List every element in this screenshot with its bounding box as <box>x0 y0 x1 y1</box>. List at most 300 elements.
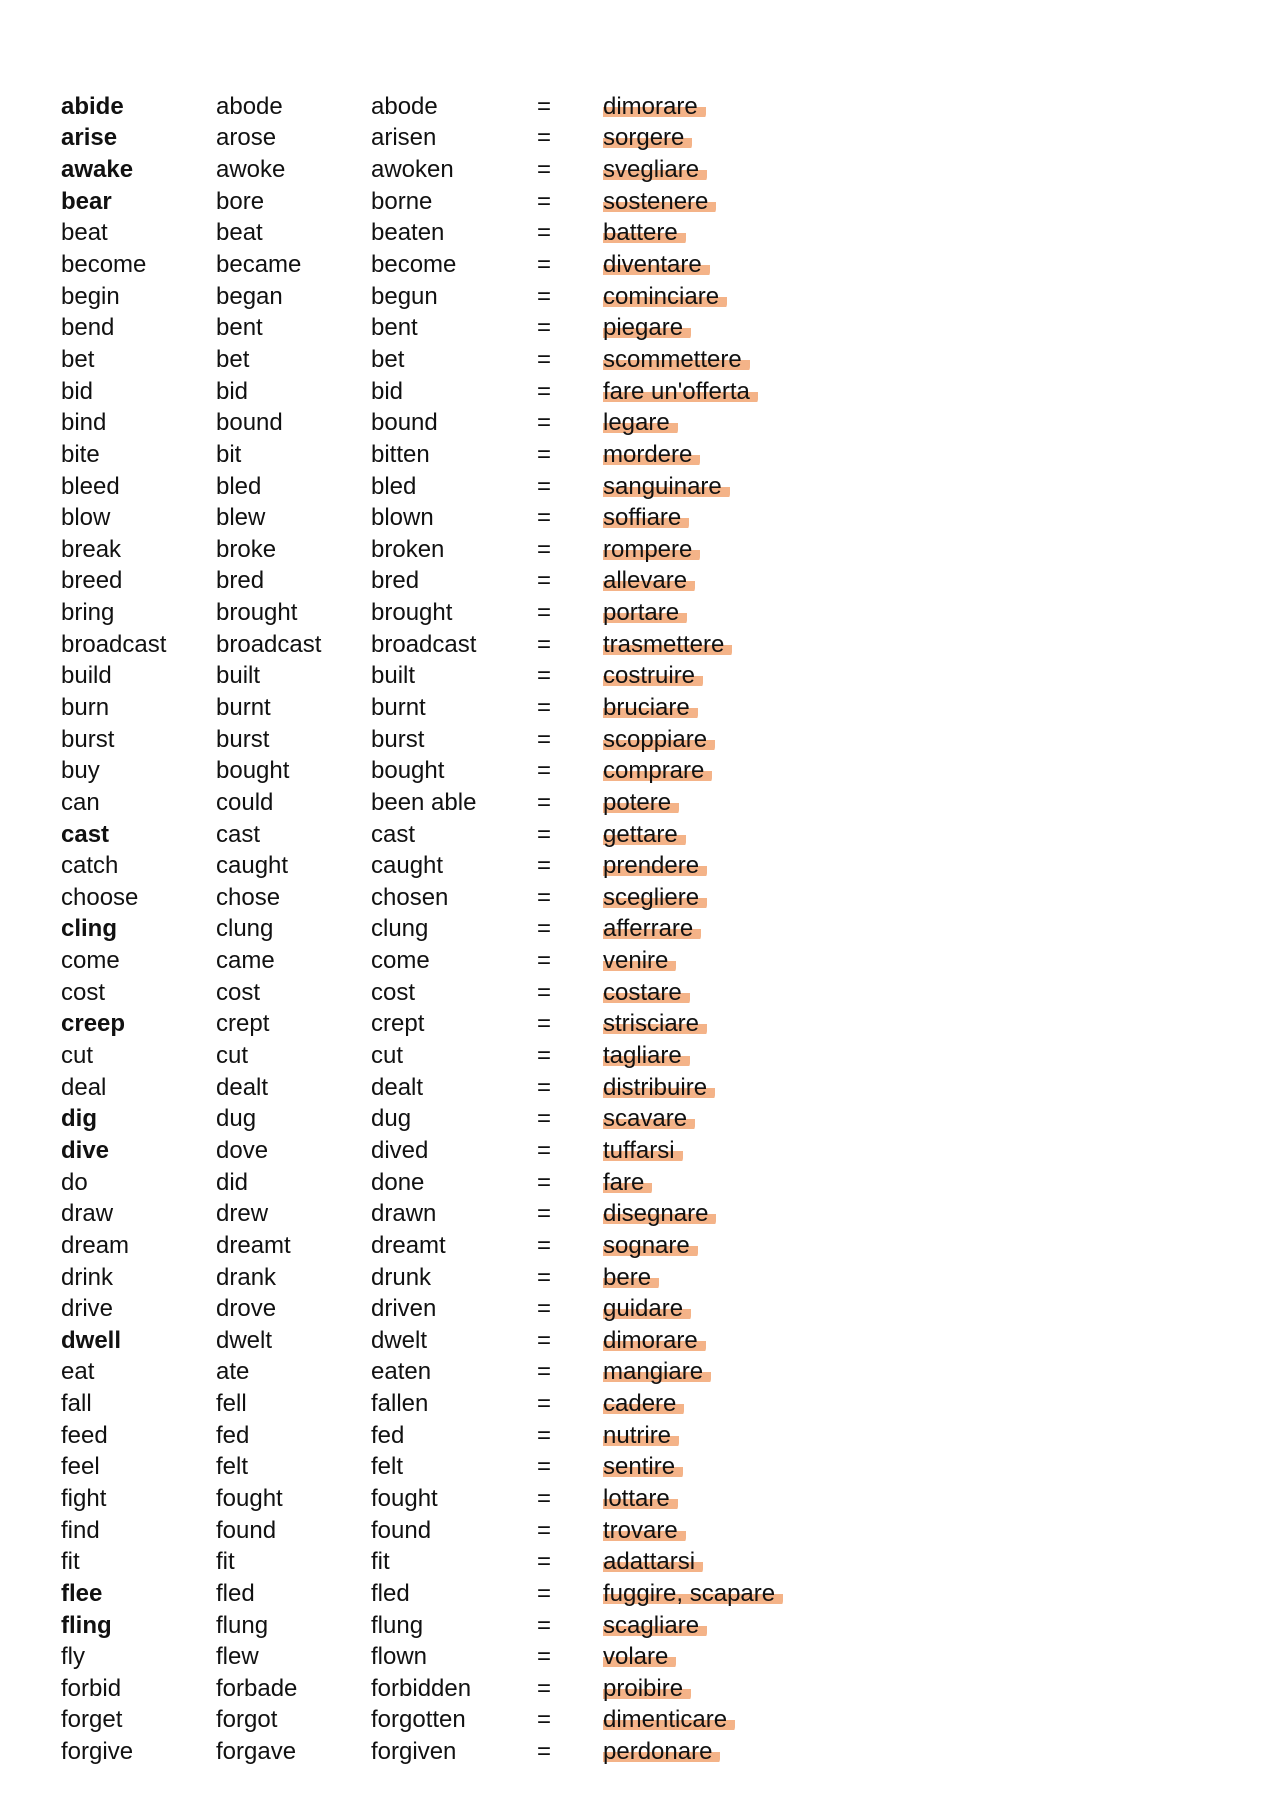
verb-translation <box>603 1168 861 1196</box>
verb-past-simple: clung <box>216 915 274 943</box>
verb-past-simple: fled <box>216 1579 255 1607</box>
verb-past-participle: felt <box>371 1453 404 1481</box>
translation-highlight: costruire <box>603 662 703 689</box>
verb-past-simple: dug <box>216 1105 257 1133</box>
verb-translation <box>603 440 861 468</box>
equals-sign: = <box>537 852 552 880</box>
verb-past-simple: dealt <box>216 1073 269 1101</box>
verb-past-participle: cut <box>371 1042 404 1070</box>
verb-base-form: forgive <box>61 1738 134 1766</box>
translation-highlight: adattarsi <box>603 1548 703 1575</box>
translation-highlight: venire <box>603 947 676 974</box>
translation-highlight: cadere <box>603 1390 684 1417</box>
translation-highlight: tagliare <box>603 1042 690 1069</box>
equals-sign: = <box>537 725 552 753</box>
verb-row <box>61 850 861 882</box>
verb-base-form: bend <box>61 314 115 342</box>
equals-sign: = <box>537 156 552 184</box>
equals-sign: = <box>537 1042 552 1070</box>
verb-past-simple: fell <box>216 1390 247 1418</box>
verb-past-simple: crept <box>216 1010 270 1038</box>
verb-base-form: fall <box>61 1390 92 1418</box>
verb-past-simple: brought <box>216 599 298 627</box>
verb-past-simple: arose <box>216 124 277 152</box>
verb-row <box>61 914 861 946</box>
verb-past-simple: felt <box>216 1453 249 1481</box>
equals-sign: = <box>537 1548 552 1576</box>
translation-highlight: guidare <box>603 1295 691 1322</box>
verb-base-form: breed <box>61 567 123 595</box>
verb-row <box>61 1325 861 1357</box>
verb-translation <box>603 664 861 688</box>
verb-base-form: build <box>61 662 112 690</box>
translation-highlight: portare <box>603 599 687 626</box>
translation-highlight: proibire <box>603 1675 691 1702</box>
verb-translation <box>603 316 861 340</box>
verb-row <box>61 344 861 376</box>
equals-sign: = <box>537 472 552 500</box>
verb-row <box>61 1262 861 1294</box>
verb-row <box>61 1167 861 1199</box>
verb-past-participle: come <box>371 947 430 975</box>
equals-sign: = <box>537 535 552 563</box>
translation-highlight: bruciare <box>603 694 698 721</box>
verb-base-form: feel <box>61 1453 100 1481</box>
translation-highlight: nutrire <box>603 1422 679 1449</box>
verb-base-form: begin <box>61 282 120 310</box>
verb-row <box>61 407 861 439</box>
verb-past-participle: become <box>371 251 457 279</box>
verb-past-participle: clung <box>371 915 429 943</box>
verb-translation <box>603 253 861 277</box>
verb-past-simple: dreamt <box>216 1231 291 1259</box>
equals-sign: = <box>537 693 552 721</box>
verb-past-participle: eaten <box>371 1358 432 1386</box>
verb-past-simple: ate <box>216 1358 250 1386</box>
verb-row <box>61 312 861 344</box>
verb-row <box>61 1610 861 1642</box>
verb-base-form: choose <box>61 883 139 911</box>
verb-past-participle: caught <box>371 852 444 880</box>
translation-highlight: sentire <box>603 1453 683 1480</box>
verb-row <box>61 249 861 281</box>
verb-base-form: cut <box>61 1042 94 1070</box>
verb-translation <box>603 1326 861 1354</box>
verb-row <box>61 1072 861 1104</box>
verb-translation <box>603 1297 861 1321</box>
verb-past-participle: crept <box>371 1010 425 1038</box>
verb-base-form: feed <box>61 1421 108 1449</box>
verb-base-form: flee <box>61 1579 103 1607</box>
verb-past-simple: bought <box>216 757 290 785</box>
verb-row <box>61 597 861 629</box>
verb-base-form: bind <box>61 409 107 437</box>
translation-highlight: comprare <box>603 757 712 784</box>
verb-row <box>61 534 861 566</box>
verb-base-form: fly <box>61 1643 85 1671</box>
verb-base-form: blow <box>61 504 111 532</box>
verb-past-simple: bit <box>216 440 242 468</box>
verb-base-form: catch <box>61 852 119 880</box>
translation-highlight: rompere <box>603 536 700 563</box>
verb-row <box>61 1198 861 1230</box>
verb-past-simple: bled <box>216 472 262 500</box>
verb-row <box>61 502 861 534</box>
translation-highlight: afferrare <box>603 915 701 942</box>
verb-row <box>61 471 861 503</box>
verb-past-participle: forgiven <box>371 1738 457 1766</box>
verb-past-simple: built <box>216 662 261 690</box>
verb-translation <box>603 126 861 150</box>
equals-sign: = <box>537 1358 552 1386</box>
verb-translation <box>603 1674 861 1702</box>
verb-base-form: cast <box>61 820 110 848</box>
verb-past-simple: broke <box>216 535 277 563</box>
translation-highlight: fare <box>603 1169 652 1196</box>
equals-sign: = <box>537 251 552 279</box>
equals-sign: = <box>537 92 552 120</box>
verb-base-form: creep <box>61 1010 126 1038</box>
translation-highlight: scommettere <box>603 346 750 373</box>
translation-highlight: fuggire, scapare <box>603 1580 783 1607</box>
verb-past-participle: cast <box>371 820 416 848</box>
verb-row <box>61 755 861 787</box>
verb-past-participle: fought <box>371 1485 438 1512</box>
translation-highlight: sanguinare <box>603 473 730 500</box>
verb-past-simple: bound <box>216 409 283 437</box>
verb-translation <box>603 1645 861 1669</box>
verb-past-participle: forgotten <box>371 1706 466 1734</box>
verb-base-form: dream <box>61 1231 130 1259</box>
equals-sign: = <box>537 1136 552 1164</box>
equals-sign: = <box>537 1168 552 1196</box>
equals-sign: = <box>537 1738 552 1766</box>
verb-past-participle: arisen <box>371 124 437 152</box>
verb-past-participle: broadcast <box>371 630 477 658</box>
equals-sign: = <box>537 1706 552 1734</box>
verb-past-simple: flew <box>216 1643 259 1671</box>
verb-translation <box>603 1263 861 1291</box>
verb-past-participle: dealt <box>371 1073 424 1101</box>
verb-base-form: buy <box>61 757 100 785</box>
verb-base-form: broadcast <box>61 630 167 658</box>
verb-row <box>61 91 861 123</box>
translation-highlight: cominciare <box>603 283 727 310</box>
verb-past-participle: begun <box>371 282 438 310</box>
equals-sign: = <box>537 1073 552 1101</box>
translation-highlight: diventare <box>603 251 710 278</box>
verb-past-participle: blown <box>371 504 434 532</box>
verb-past-simple: bore <box>216 187 265 215</box>
translation-highlight: scegliere <box>603 884 707 911</box>
equals-sign: = <box>537 187 552 215</box>
verb-past-simple: bet <box>216 345 250 373</box>
translation-highlight: sorgere <box>603 124 692 151</box>
equals-sign: = <box>537 978 552 1006</box>
verb-past-participle: dwelt <box>371 1326 428 1354</box>
verb-translation <box>603 1421 861 1449</box>
equals-sign: = <box>537 630 552 658</box>
verb-base-form: find <box>61 1516 100 1544</box>
equals-sign: = <box>537 947 552 975</box>
verb-row <box>61 566 861 598</box>
verb-past-participle: bitten <box>371 440 430 468</box>
verb-base-form: bleed <box>61 472 120 500</box>
verb-past-simple: caught <box>216 852 289 880</box>
equals-sign: = <box>537 1674 552 1702</box>
verb-base-form: drink <box>61 1263 114 1291</box>
verb-past-simple: burst <box>216 725 270 753</box>
verb-past-participle: bound <box>371 409 438 437</box>
verb-translation <box>603 883 861 911</box>
translation-highlight: dimenticare <box>603 1706 735 1733</box>
verb-row <box>61 1452 861 1484</box>
verb-past-participle: drawn <box>371 1200 437 1228</box>
equals-sign: = <box>537 1611 552 1639</box>
verb-translation <box>603 569 861 593</box>
verb-past-simple: chose <box>216 883 281 911</box>
verb-past-participle: awoken <box>371 156 454 184</box>
verb-base-form: draw <box>61 1200 114 1228</box>
verb-translation <box>603 1360 861 1384</box>
verb-translation <box>603 788 861 816</box>
translation-highlight: mangiare <box>603 1358 711 1385</box>
verb-past-participle: done <box>371 1168 425 1196</box>
verb-base-form: awake <box>61 156 134 184</box>
verb-base-form: come <box>61 947 120 975</box>
verb-past-simple: cut <box>216 1042 249 1070</box>
verb-past-simple: drank <box>216 1263 277 1291</box>
verb-translation <box>603 725 861 753</box>
verb-base-form: bid <box>61 377 94 405</box>
verb-past-simple: broadcast <box>216 630 322 658</box>
verb-past-participle: burnt <box>371 693 426 721</box>
translation-highlight: trovare <box>603 1517 686 1544</box>
translation-highlight: costare <box>603 979 690 1006</box>
verb-past-simple: fed <box>216 1421 250 1449</box>
verb-translation <box>603 978 861 1006</box>
verb-past-participle: bred <box>371 567 420 595</box>
equals-sign: = <box>537 1326 552 1354</box>
verb-translation <box>603 1107 861 1131</box>
verb-row <box>61 1040 861 1072</box>
verb-past-simple: began <box>216 282 283 310</box>
verb-row <box>61 1357 861 1389</box>
verb-row <box>61 218 861 250</box>
translation-highlight: allevare <box>603 567 695 594</box>
translation-highlight: bere <box>603 1264 659 1291</box>
verb-translation <box>603 535 861 563</box>
verb-base-form: bite <box>61 440 100 468</box>
equals-sign: = <box>537 440 552 468</box>
equals-sign: = <box>537 788 552 816</box>
verb-past-participle: fit <box>371 1548 390 1576</box>
verb-past-participle: flown <box>371 1643 428 1671</box>
translation-highlight: perdonare <box>603 1738 720 1765</box>
verb-row <box>61 629 861 661</box>
translation-highlight: strisciare <box>603 1010 707 1037</box>
translation-highlight: mordere <box>603 441 700 468</box>
verb-base-form: forget <box>61 1706 123 1734</box>
verb-base-form: drive <box>61 1295 114 1323</box>
verb-past-participle: found <box>371 1516 432 1544</box>
verb-row <box>61 439 861 471</box>
translation-highlight: distribuire <box>603 1074 715 1101</box>
translation-highlight: sostenere <box>603 188 716 215</box>
verb-translation <box>603 1487 861 1511</box>
equals-sign: = <box>537 1010 552 1038</box>
verb-base-form: bring <box>61 599 115 627</box>
equals-sign: = <box>537 1390 552 1418</box>
translation-highlight: scoppiare <box>603 726 715 753</box>
verb-row <box>61 1104 861 1136</box>
equals-sign: = <box>537 219 552 247</box>
verb-past-simple: cast <box>216 820 261 848</box>
equals-sign: = <box>537 1485 552 1512</box>
equals-sign: = <box>537 1421 552 1449</box>
verb-row <box>61 123 861 155</box>
verb-base-form: abide <box>61 92 124 120</box>
verb-base-form: do <box>61 1168 88 1196</box>
verb-past-simple: blew <box>216 504 266 532</box>
verb-translation <box>603 693 861 721</box>
verb-base-form: bear <box>61 187 112 215</box>
translation-highlight: sognare <box>603 1232 698 1259</box>
verb-row <box>61 882 861 914</box>
verb-row <box>61 1388 861 1420</box>
verb-past-simple: bent <box>216 314 263 342</box>
verb-translation <box>603 1136 861 1164</box>
verb-translation <box>603 411 861 435</box>
equals-sign: = <box>537 883 552 911</box>
verb-translation <box>603 917 861 941</box>
translation-highlight: gettare <box>603 821 686 848</box>
equals-sign: = <box>537 567 552 595</box>
verb-translation <box>603 221 861 245</box>
verb-translation <box>603 1550 861 1574</box>
verb-translation <box>603 1516 861 1544</box>
verb-translation <box>603 1455 861 1479</box>
verb-past-participle: bent <box>371 314 418 342</box>
translation-highlight: tuffarsi <box>603 1137 683 1164</box>
verb-translation <box>603 820 861 848</box>
verb-translation <box>603 472 861 500</box>
translation-highlight: trasmettere <box>603 631 732 658</box>
irregular-verbs-table <box>61 91 861 1768</box>
translation-highlight: volare <box>603 1643 676 1670</box>
verb-past-simple: dwelt <box>216 1326 273 1354</box>
verb-row <box>61 724 861 756</box>
verb-past-simple: drew <box>216 1200 269 1228</box>
verb-past-simple: came <box>216 947 275 975</box>
equals-sign: = <box>537 504 552 532</box>
translation-highlight: fare un'offerta <box>603 378 758 405</box>
verb-past-simple: fought <box>216 1485 283 1512</box>
verb-row <box>61 1515 861 1547</box>
verb-past-participle: drunk <box>371 1263 432 1291</box>
translation-highlight: disegnare <box>603 1200 716 1227</box>
equals-sign: = <box>537 1643 552 1671</box>
verb-base-form: burn <box>61 693 110 721</box>
verb-past-participle: cost <box>371 978 416 1006</box>
verb-past-simple: did <box>216 1168 249 1196</box>
equals-sign: = <box>537 345 552 373</box>
verb-row <box>61 376 861 408</box>
equals-sign: = <box>537 1263 552 1291</box>
equals-sign: = <box>537 820 552 848</box>
verb-past-participle: dived <box>371 1136 429 1164</box>
verb-row <box>61 1135 861 1167</box>
verb-past-participle: flung <box>371 1611 424 1639</box>
verb-past-simple: forgave <box>216 1738 297 1766</box>
verb-base-form: dive <box>61 1136 110 1164</box>
translation-highlight: dimorare <box>603 93 706 120</box>
equals-sign: = <box>537 314 552 342</box>
verb-translation <box>603 1579 861 1607</box>
verb-translation <box>603 1073 861 1101</box>
verb-row <box>61 661 861 693</box>
equals-sign: = <box>537 599 552 627</box>
verb-translation <box>603 1044 861 1068</box>
verb-row <box>61 154 861 186</box>
verb-past-participle: fled <box>371 1579 410 1607</box>
translation-highlight: svegliare <box>603 156 707 183</box>
verb-past-simple: bid <box>216 377 249 405</box>
verb-base-form: break <box>61 535 122 563</box>
verb-past-simple: fit <box>216 1548 235 1576</box>
verb-past-participle: bled <box>371 472 417 500</box>
verb-base-form: fit <box>61 1548 80 1576</box>
verb-translation <box>603 377 861 405</box>
verb-past-participle: broken <box>371 535 445 563</box>
verb-translation <box>603 1708 861 1732</box>
verb-past-participle: bid <box>371 377 404 405</box>
verb-translation <box>603 1231 861 1259</box>
verb-translation <box>603 1392 861 1416</box>
equals-sign: = <box>537 757 552 785</box>
equals-sign: = <box>537 1231 552 1259</box>
verb-base-form: burst <box>61 725 115 753</box>
verb-past-participle: been able <box>371 788 477 816</box>
verb-row <box>61 1230 861 1262</box>
equals-sign: = <box>537 124 552 152</box>
verb-past-participle: bet <box>371 345 405 373</box>
verb-translation <box>603 854 861 878</box>
verb-past-simple: burnt <box>216 693 271 721</box>
verb-row <box>61 1420 861 1452</box>
verb-row <box>61 819 861 851</box>
verb-base-form: cling <box>61 915 118 943</box>
translation-highlight: battere <box>603 219 686 246</box>
translation-highlight: prendere <box>603 852 707 879</box>
verb-base-form: dig <box>61 1105 97 1133</box>
verb-past-participle: burst <box>371 725 425 753</box>
verb-past-participle: chosen <box>371 883 449 911</box>
verb-row <box>61 1483 861 1515</box>
translation-highlight: dimorare <box>603 1327 706 1354</box>
verb-row <box>61 945 861 977</box>
verb-translation <box>603 1611 861 1639</box>
verb-row <box>61 186 861 218</box>
verb-past-simple: forgot <box>216 1706 278 1734</box>
verb-row <box>61 281 861 313</box>
equals-sign: = <box>537 1453 552 1481</box>
verb-translation <box>603 759 861 783</box>
verb-row <box>61 1673 861 1705</box>
verb-row <box>61 692 861 724</box>
verb-translation <box>603 187 861 215</box>
verb-translation <box>603 282 861 310</box>
